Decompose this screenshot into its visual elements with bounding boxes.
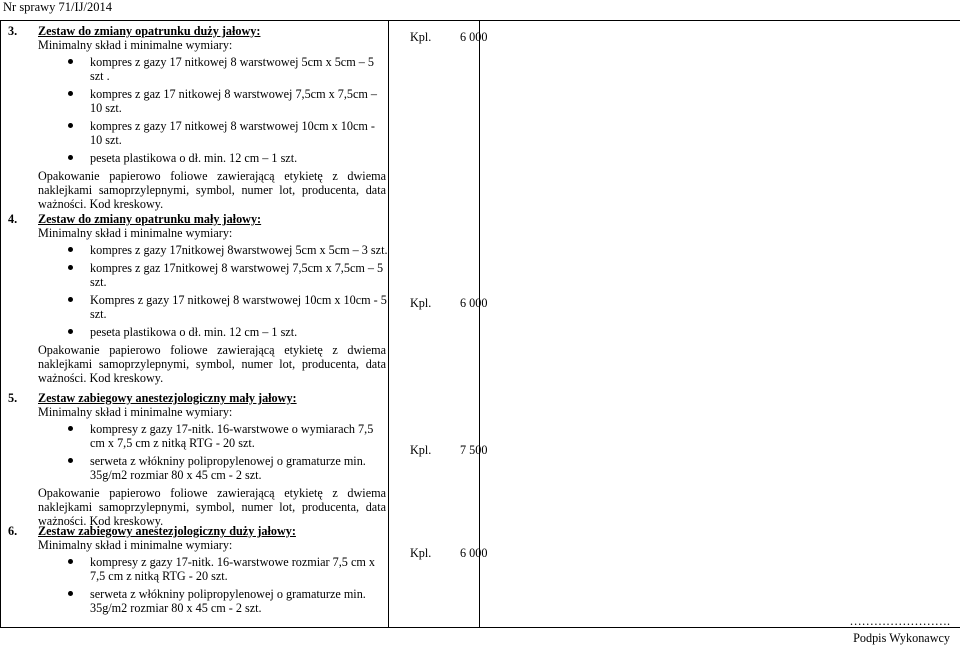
items-table	[0, 20, 960, 628]
bullet-icon	[68, 155, 73, 160]
item-packaging: Opakowanie papierowo foliowe zawierającą etykietę z dwiema naklejkami samoprzylepnymi, symbol, numer lot, producenta, data ważności. Kod kreskowy.	[38, 486, 386, 528]
item-min-label: Minimalny skład i minimalne wymiary:	[38, 38, 233, 52]
list-item: serweta z włókniny polipropylenowej o gramaturze min. 35g/m2 rozmiar 80 x 45 cm - 2 szt.	[90, 587, 388, 615]
bullet-icon	[68, 265, 73, 270]
bullet-icon	[68, 458, 73, 463]
list-item: kompres z gazy 17nitkowej 8warstwowej 5cm x 5cm – 3 szt.	[90, 243, 388, 257]
bullet-icon	[68, 123, 73, 128]
item-min-label: Minimalny skład i minimalne wymiary:	[38, 538, 233, 552]
item-number: 3.	[8, 24, 18, 38]
item-title: Zestaw do zmiany opatrunku mały jałowy:	[38, 212, 262, 226]
case-number: Nr sprawy 71/IJ/2014	[3, 0, 113, 14]
list-item: kompresy z gazy 17-nitk. 16-warstwowe rozmiar 7,5 cm x 7,5 cm z nitką RTG - 20 szt.	[90, 555, 388, 583]
list-item: kompres z gaz 17nitkowej 8 warstwowej 7,5cm x 7,5cm – 5 szt.	[90, 261, 388, 289]
bullet-icon	[68, 591, 73, 596]
item-5	[1, 388, 388, 528]
item-3	[1, 21, 388, 209]
item-5-quantity: Kpl. 7 500	[410, 443, 488, 457]
bullet-icon	[68, 297, 73, 302]
bullet-icon	[68, 91, 73, 96]
bullet-icon	[68, 559, 73, 564]
item-4	[1, 209, 388, 388]
item-min-label: Minimalny skład i minimalne wymiary:	[38, 226, 233, 240]
bullet-icon	[68, 426, 73, 431]
item-components	[8, 555, 388, 615]
item-title: Zestaw zabiegowy anestezjologiczny mały jałowy:	[38, 391, 297, 405]
list-item: peseta plastikowa o dł. min. 12 cm – 1 szt.	[90, 151, 388, 165]
list-item: kompres z gazy 17 nitkowej 8 warstwowej 5cm x 5cm – 5 szt .	[90, 55, 388, 83]
list-item: kompresy z gazy 17-nitk. 16-warstwowe o wymiarach 7,5 cm x 7,5 cm z nitką RTG - 20 szt.	[90, 422, 388, 450]
item-components	[8, 55, 388, 165]
item-6	[1, 521, 388, 614]
list-item: serweta z włókniny polipropylenowej o gramaturze min. 35g/m2 rozmiar 80 x 45 cm - 2 szt.	[90, 454, 388, 482]
item-title: Zestaw do zmiany opatrunku duży jałowy:	[38, 24, 261, 38]
item-components	[8, 422, 388, 482]
item-number: 5.	[8, 391, 18, 405]
description-cell	[1, 21, 389, 628]
item-number: 6.	[8, 524, 18, 538]
signature-label: Podpis Wykonawcy	[853, 631, 950, 645]
bullet-icon	[68, 329, 73, 334]
list-item: kompres z gazy 17 nitkowej 8 warstwowej 10cm x 10cm - 10 szt.	[90, 119, 388, 147]
item-number: 4.	[8, 212, 18, 226]
item-components	[8, 243, 388, 339]
bullet-icon	[68, 247, 73, 252]
list-item: Kompres z gazy 17 nitkowej 8 warstwowej 10cm x 10cm - 5 szt.	[90, 293, 388, 321]
list-item: kompres z gaz 17 nitkowej 8 warstwowej 7,5cm x 7,5cm – 10 szt.	[90, 87, 388, 115]
list-item: peseta plastikowa o dł. min. 12 cm – 1 szt.	[90, 325, 388, 339]
remarks-column	[480, 21, 960, 628]
item-title: Zestaw zabiegowy anestezjologiczny duży jałowy:	[38, 524, 296, 538]
signature-line: …………………….	[849, 614, 950, 628]
item-packaging: Opakowanie papierowo foliowe zawierającą etykietę z dwiema naklejkami samoprzylepnymi, symbol, numer lot, producenta, data ważności. Kod kreskowy.	[38, 343, 386, 385]
item-min-label: Minimalny skład i minimalne wymiary:	[38, 405, 233, 419]
unit-column	[389, 21, 480, 628]
item-4-quantity: Kpl. 6 000	[410, 296, 488, 310]
bullet-icon	[68, 59, 73, 64]
item-6-quantity: Kpl. 6 000	[410, 546, 488, 560]
item-3-quantity: Kpl. 6 000	[410, 30, 488, 44]
item-packaging: Opakowanie papierowo foliowe zawierającą etykietę z dwiema naklejkami samoprzylepnymi, symbol, numer lot, producenta, data ważności. Kod kreskowy.	[38, 169, 386, 211]
signature-block	[849, 613, 950, 647]
